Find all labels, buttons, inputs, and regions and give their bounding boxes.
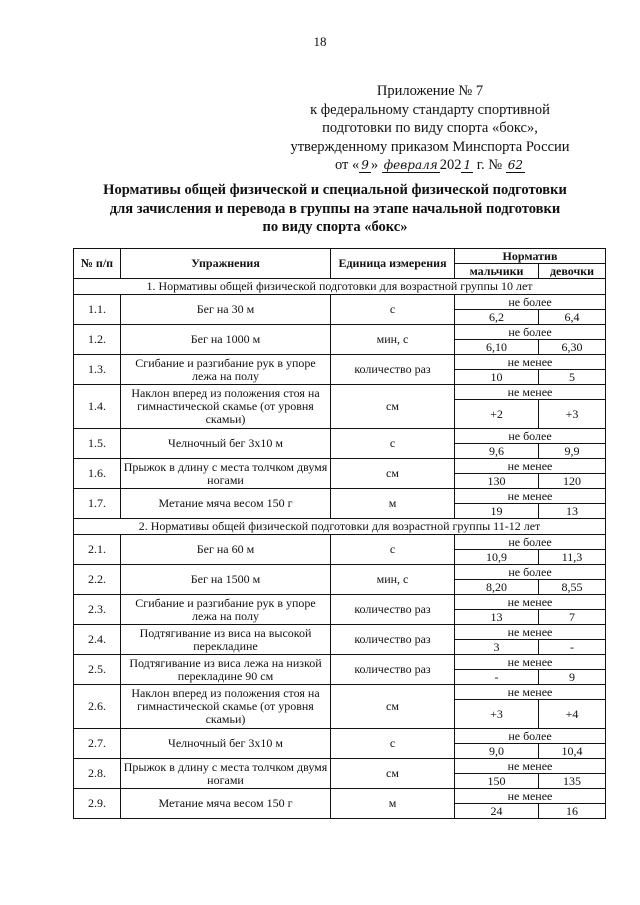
section-title: 2. Нормативы общей физической подготовки для возрастной группы 11-12 лет (74, 519, 606, 535)
value-boys: 10,9 (455, 550, 539, 565)
value-girls: 9 (539, 670, 606, 685)
handwritten-number: 62 (507, 158, 524, 172)
header-girls: девочки (539, 264, 606, 279)
value-boys: 130 (455, 474, 539, 489)
header-unit: Единица измерения (331, 249, 455, 279)
norm-criterion: не менее (455, 595, 606, 610)
exercise-name: Прыжок в длину с места толчком двумя ногами (121, 459, 331, 489)
value-boys: +2 (455, 400, 539, 429)
title-line-2: для зачисления и перевода в группы на этапе начальной подготовки (109, 200, 561, 217)
norms-table (73, 248, 606, 819)
header-norm: Норматив (455, 249, 606, 264)
value-girls: 5 (539, 370, 606, 385)
table-row (74, 565, 606, 580)
norm-criterion: не более (455, 729, 606, 744)
exercise-name: Метание мяча весом 150 г (121, 489, 331, 519)
header-exercise: Упражнения (121, 249, 331, 279)
unit-of-measure: с (331, 729, 455, 759)
table-row (74, 459, 606, 474)
document-title (70, 181, 600, 237)
value-girls: 16 (539, 804, 606, 819)
row-number: 1.6. (74, 459, 121, 489)
unit-of-measure: м (331, 489, 455, 519)
table-row (74, 789, 606, 804)
norm-criterion: не более (455, 295, 606, 310)
norm-criterion: не менее (455, 759, 606, 774)
date-mid: » (370, 157, 379, 173)
unit-of-measure: см (331, 759, 455, 789)
row-number: 2.6. (74, 685, 121, 729)
unit-of-measure: см (331, 385, 455, 429)
row-number: 1.3. (74, 355, 121, 385)
section-title: 1. Нормативы общей физической подготовки для возрастной группы 10 лет (74, 279, 606, 295)
row-number: 2.4. (74, 625, 121, 655)
norm-criterion: не более (455, 535, 606, 550)
table-row (74, 535, 606, 550)
unit-of-measure: с (331, 429, 455, 459)
appendix-block (280, 82, 580, 175)
value-boys: 9,0 (455, 744, 539, 759)
appendix-date-line (280, 156, 580, 175)
table-row (74, 355, 606, 370)
exercise-name: Наклон вперед из положения стоя на гимнастической скамье (от уровня скамьи) (121, 685, 331, 729)
value-girls: 10,4 (539, 744, 606, 759)
norm-criterion: не более (455, 325, 606, 340)
table-row (74, 759, 606, 774)
unit-of-measure: количество раз (331, 655, 455, 685)
exercise-name: Челночный бег 3х10 м (121, 729, 331, 759)
date-prefix: от « (334, 157, 360, 173)
row-number: 2.2. (74, 565, 121, 595)
value-boys: 150 (455, 774, 539, 789)
norm-criterion: не менее (455, 355, 606, 370)
table-row (74, 685, 606, 700)
exercise-name: Бег на 30 м (121, 295, 331, 325)
exercise-name: Наклон вперед из положения стоя на гимнастической скамье (от уровня скамьи) (121, 385, 331, 429)
value-boys: 10 (455, 370, 539, 385)
unit-of-measure: количество раз (331, 625, 455, 655)
norm-criterion: не менее (455, 385, 606, 400)
row-number: 1.2. (74, 325, 121, 355)
value-girls: 7 (539, 610, 606, 625)
value-boys: +3 (455, 700, 539, 729)
value-boys: 9,6 (455, 444, 539, 459)
row-number: 2.1. (74, 535, 121, 565)
norm-criterion: не менее (455, 789, 606, 804)
value-girls: 135 (539, 774, 606, 789)
row-number: 2.5. (74, 655, 121, 685)
exercise-name: Прыжок в длину с места толчком двумя ногами (121, 759, 331, 789)
value-girls: +3 (539, 400, 606, 429)
header-boys: мальчики (455, 264, 539, 279)
value-girls: - (539, 640, 606, 655)
exercise-name: Метание мяча весом 150 г (121, 789, 331, 819)
exercise-name: Сгибание и разгибание рук в упоре лежа на полу (121, 595, 331, 625)
table-row (74, 729, 606, 744)
unit-of-measure: м (331, 789, 455, 819)
norm-criterion: не менее (455, 685, 606, 700)
table-row (74, 655, 606, 670)
row-number: 2.7. (74, 729, 121, 759)
value-girls: +4 (539, 700, 606, 729)
norm-criterion: не менее (455, 489, 606, 504)
title-line-1: Нормативы общей физической и специальной физической подготовки (103, 182, 567, 198)
row-number: 2.3. (74, 595, 121, 625)
unit-of-measure: количество раз (331, 355, 455, 385)
table-row (74, 325, 606, 340)
page-number: 18 (313, 34, 327, 49)
unit-of-measure: мин, с (331, 325, 455, 355)
norm-criterion: не менее (455, 459, 606, 474)
year-prefix: 202 (439, 157, 462, 173)
table-row (74, 295, 606, 310)
value-boys: 13 (455, 610, 539, 625)
appendix-line-2: к федеральному стандарту спортивной (310, 101, 550, 118)
exercise-name: Подтягивание из виса лежа на низкой перекладине 90 см (121, 655, 331, 685)
unit-of-measure: с (331, 535, 455, 565)
value-boys: - (455, 670, 539, 685)
exercise-name: Подтягивание из виса на высокой перекладине (121, 625, 331, 655)
header-num: № п/п (74, 249, 121, 279)
value-boys: 8,20 (455, 580, 539, 595)
appendix-line-1: Приложение № 7 (376, 83, 484, 99)
row-number: 2.9. (74, 789, 121, 819)
row-number: 1.1. (74, 295, 121, 325)
value-girls: 6,30 (539, 340, 606, 355)
exercise-name: Бег на 1000 м (121, 325, 331, 355)
value-boys: 19 (455, 504, 539, 519)
unit-of-measure: с (331, 295, 455, 325)
unit-of-measure: мин, с (331, 565, 455, 595)
unit-of-measure: количество раз (331, 595, 455, 625)
norm-criterion: не менее (455, 625, 606, 640)
value-girls: 8,55 (539, 580, 606, 595)
unit-of-measure: см (331, 685, 455, 729)
norm-criterion: не более (455, 429, 606, 444)
title-line-3: по виду спорта «бокс» (262, 219, 408, 235)
table-row (74, 429, 606, 444)
norm-criterion: не более (455, 565, 606, 580)
value-boys: 6,10 (455, 340, 539, 355)
value-boys: 6,2 (455, 310, 539, 325)
table-row (74, 489, 606, 504)
row-number: 1.5. (74, 429, 121, 459)
exercise-name: Сгибание и разгибание рук в упоре лежа на полу (121, 355, 331, 385)
value-girls: 9,9 (539, 444, 606, 459)
value-girls: 120 (539, 474, 606, 489)
row-number: 1.4. (74, 385, 121, 429)
exercise-name: Бег на 60 м (121, 535, 331, 565)
row-number: 2.8. (74, 759, 121, 789)
table-row (74, 385, 606, 400)
table-row (74, 595, 606, 610)
exercise-name: Бег на 1500 м (121, 565, 331, 595)
handwritten-month: февраля (383, 158, 438, 172)
handwritten-year-digit: 1 (463, 158, 472, 172)
unit-of-measure: см (331, 459, 455, 489)
handwritten-day: 9 (361, 158, 369, 172)
norm-criterion: не менее (455, 655, 606, 670)
value-girls: 6,4 (539, 310, 606, 325)
value-boys: 24 (455, 804, 539, 819)
value-boys: 3 (455, 640, 539, 655)
appendix-line-4: утвержденному приказом Минспорта России (290, 138, 570, 155)
table-row (74, 625, 606, 640)
year-suffix: г. № (476, 157, 503, 173)
value-girls: 13 (539, 504, 606, 519)
value-girls: 11,3 (539, 550, 606, 565)
exercise-name: Челночный бег 3х10 м (121, 429, 331, 459)
appendix-line-3: подготовки по виду спорта «бокс», (322, 120, 538, 136)
row-number: 1.7. (74, 489, 121, 519)
